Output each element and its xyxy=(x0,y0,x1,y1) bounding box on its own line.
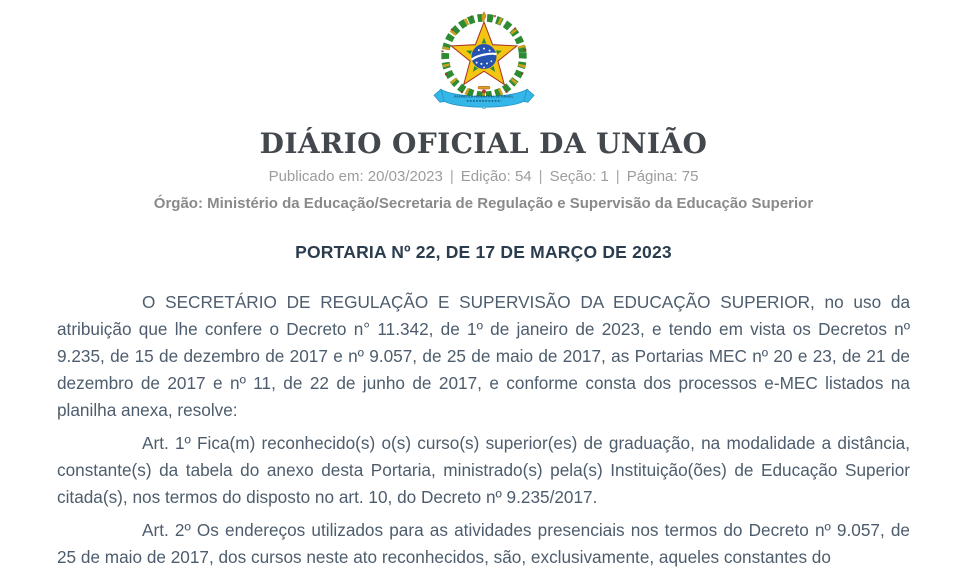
paragraph-art-1: Art. 1º Fica(m) reconhecido(s) o(s) curso(s) superior(es) de graduação, na modalidade a distância, constante(s) da tabela do anexo desta Portaria, ministrado(s) pela(s) Instituição(ões) de Educação Superior citada(s), nos termos do disposto no art. 10, do Decreto nº 9.235/2017. xyxy=(57,433,910,507)
document-body xyxy=(57,289,910,571)
emblem-container xyxy=(57,10,910,115)
meta-separator: | xyxy=(538,168,543,185)
document-title: PORTARIA Nº 22, DE 17 DE MARÇO DE 2023 xyxy=(295,242,672,262)
paragraph-preamble: O SECRETÁRIO DE REGULAÇÃO E SUPERVISÃO DA EDUCAÇÃO SUPERIOR, no uso da atribuição que lhe confere o Decreto n° 11.342, de 1º de janeiro de 2023, e tendo em vista os Decretos nº 9.235, de 15 de dezembro de 2017 e nº 9.057, de 25 de maio de 2017, as Portarias MEC nº 20 e 23, de 21 de dezembro de 2017 e nº 11, de 22 de junho de 2017, e conforme consta dos processos e-MEC listados na planilha anexa, resolve: xyxy=(57,292,910,420)
masthead-title: DIÁRIO OFICIAL DA UNIÃO xyxy=(259,127,708,160)
published-date: Publicado em: 20/03/2023 xyxy=(268,168,443,185)
brazil-coat-of-arms-icon xyxy=(431,10,537,110)
organ-line: Órgão: Ministério da Educação/Secretaria de Regulação e Supervisão da Educação Superior xyxy=(153,195,814,212)
publication-meta xyxy=(57,168,910,186)
meta-separator: | xyxy=(615,168,620,185)
ribbon-text: REPÚBLICA FEDERATIVA DO BRASIL xyxy=(453,94,514,99)
edition: Edição: 54 xyxy=(460,168,532,185)
paragraph-art-2: Art. 2º Os endereços utilizados para as atividades presenciais nos termos do Decreto nº 9.057, de 25 de maio de 2017, dos cursos neste ato reconhecidos, são, exclusivamente, aqueles constantes do xyxy=(57,520,910,567)
celestial-globe xyxy=(471,44,497,70)
meta-separator: | xyxy=(449,168,454,185)
section: Seção: 1 xyxy=(549,168,609,185)
page-number: Página: 75 xyxy=(626,168,699,185)
